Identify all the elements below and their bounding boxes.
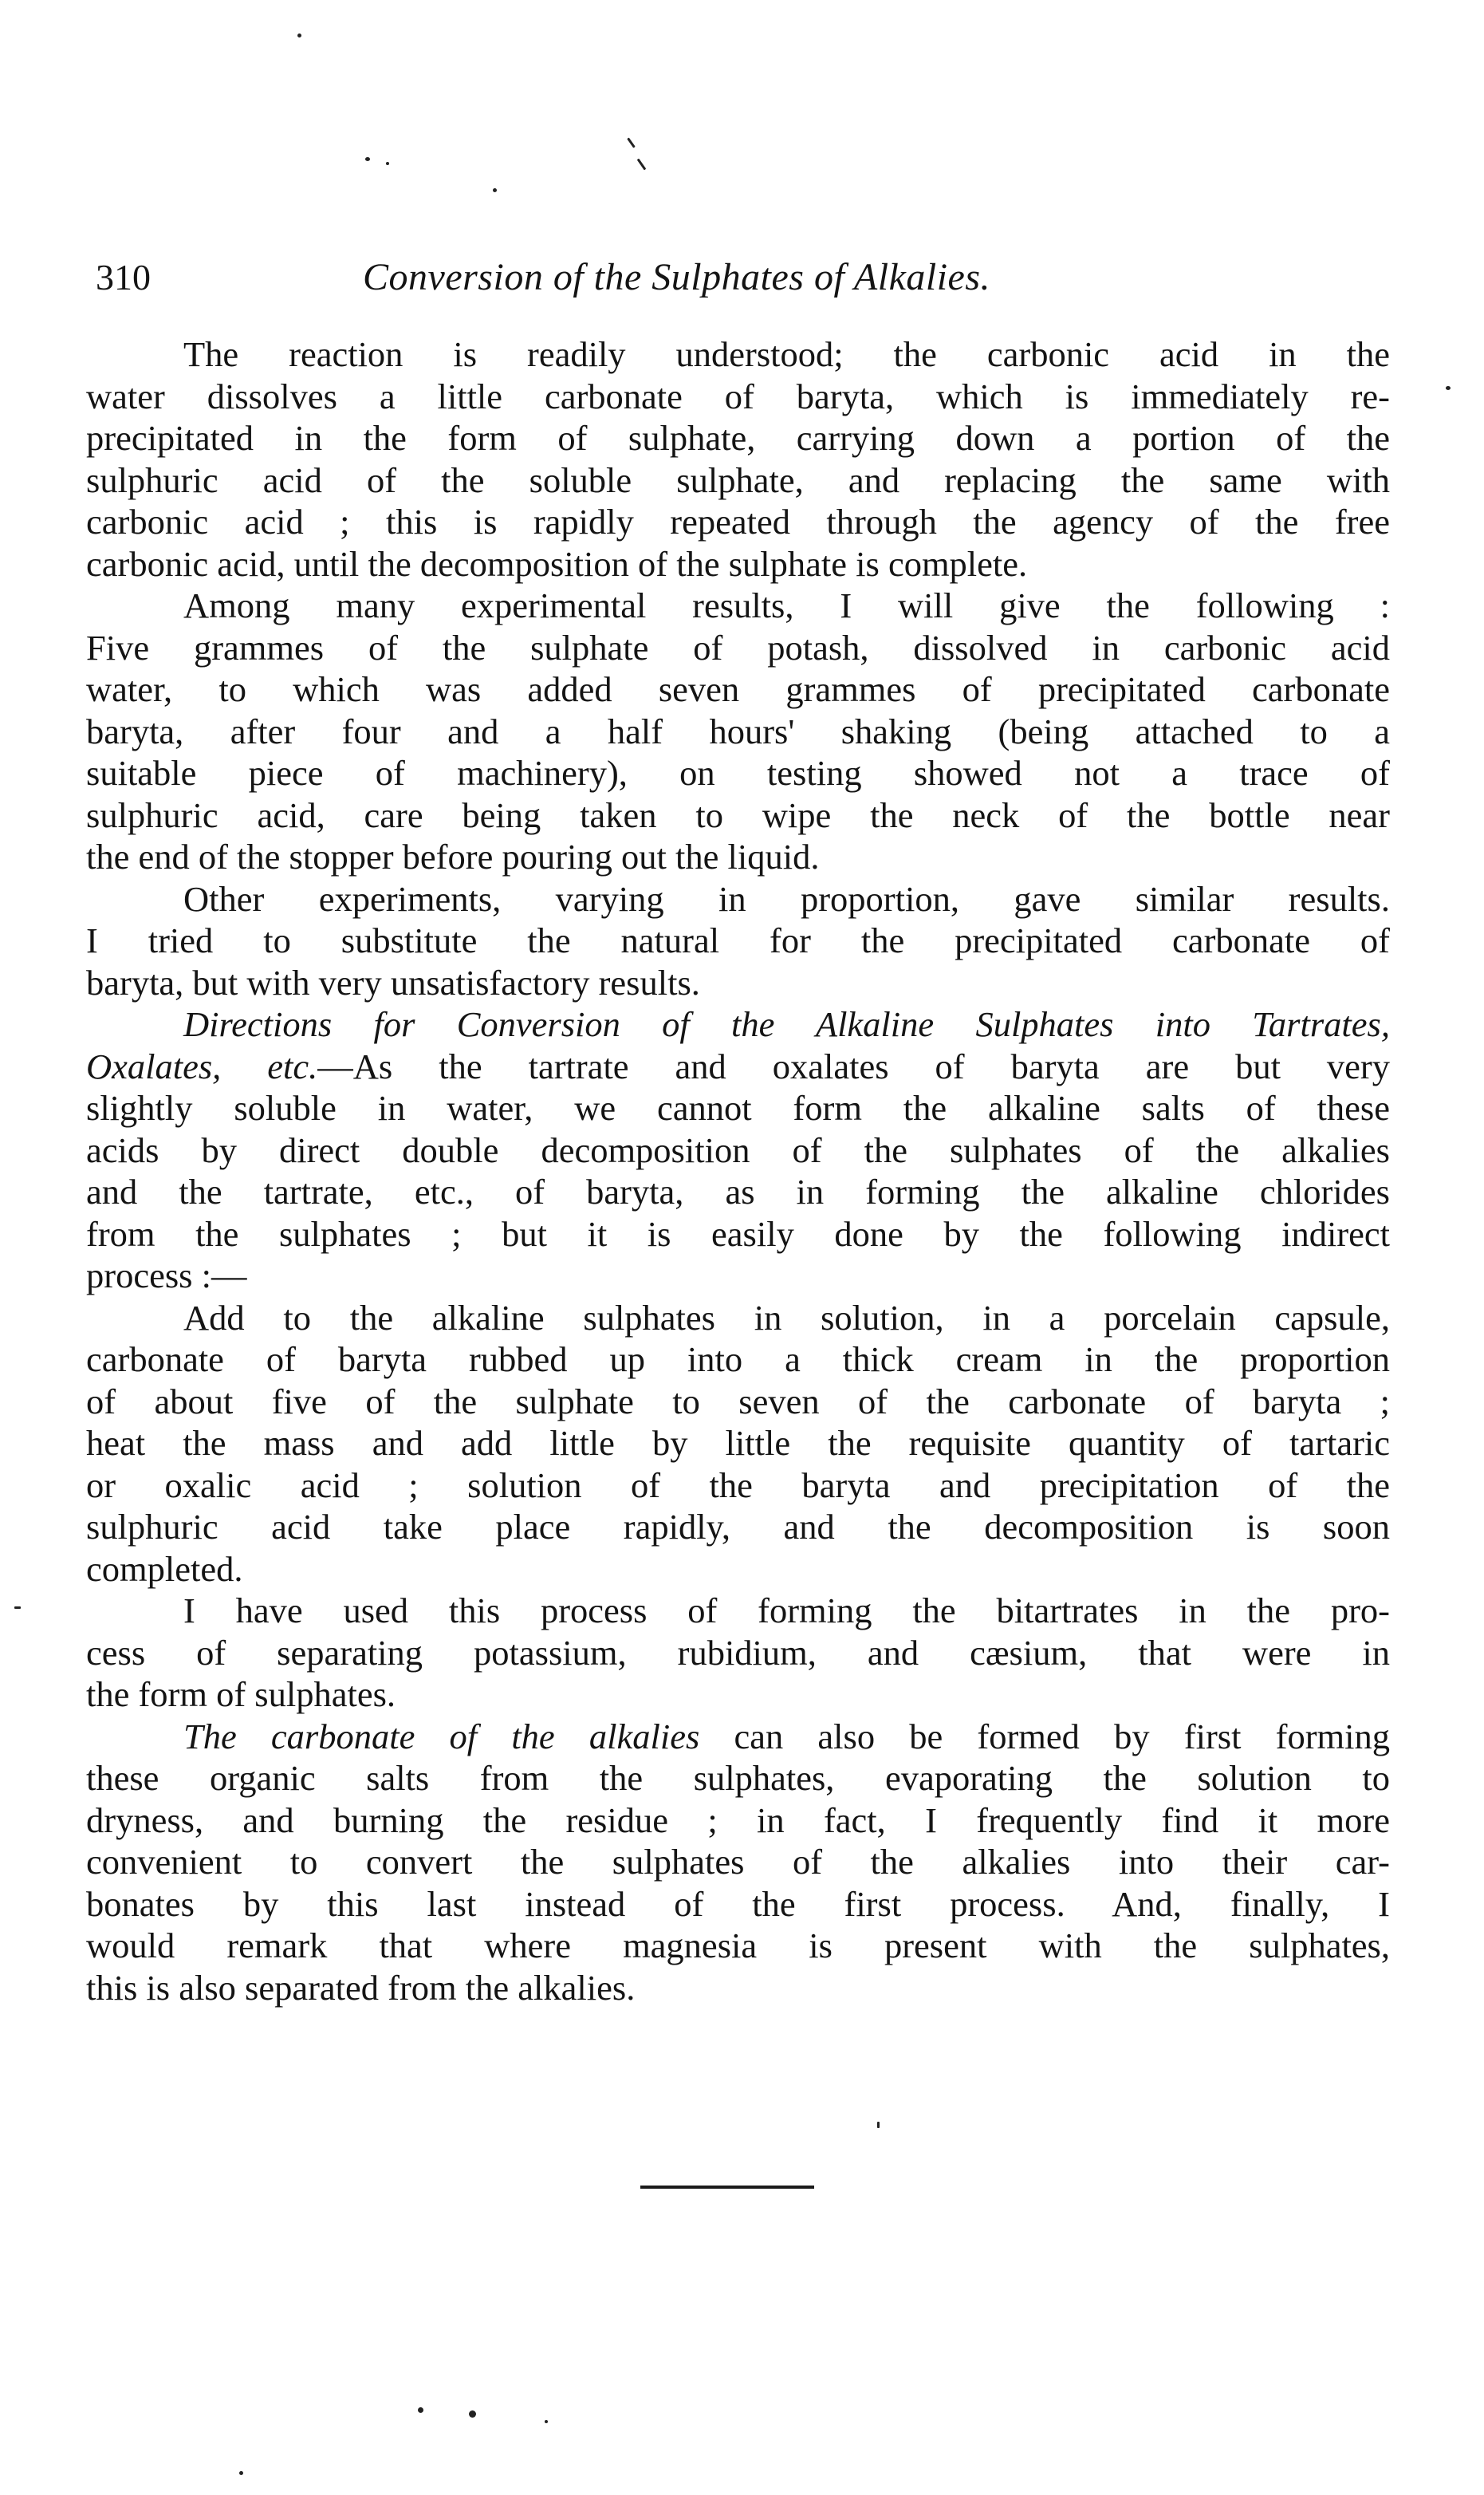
text-run: can also be formed by first forming [699, 1716, 1390, 1756]
text-line: Among many experimental results, I will give the following : [183, 585, 1390, 625]
page-header [96, 254, 1388, 309]
text-line: carbonic acid, until the decomposition of the sulphate is complete. [86, 543, 1028, 584]
scan-speck [14, 1606, 21, 1609]
scan-speck [239, 2471, 243, 2475]
text-line: from the sulphates ; but it is easily done by the following indirect [86, 1213, 1390, 1254]
text-line [86, 1003, 1390, 1046]
scan-speck [627, 137, 635, 148]
scan-speck [545, 2420, 548, 2423]
text-line: of about five of the sulphate to seven of the carbonate of baryta ; [86, 1381, 1390, 1421]
text-line [86, 1046, 1390, 1088]
text-line: sulphuric acid take place rapidly, and the decomposition is soon [86, 1507, 1390, 1547]
text-line: sulphuric acid of the soluble sulphate, and replacing the same with [86, 459, 1390, 500]
paragraph [86, 585, 1390, 878]
text-line: I have used this process of forming the bitartrates in the pro- [183, 1590, 1390, 1630]
page-number: 310 [96, 257, 151, 298]
section-heading-continued: Oxalates, etc. [86, 1046, 318, 1086]
scan-speck [365, 157, 370, 161]
text-line: cess of separating potassium, rubidium, and cæsium, that were in [86, 1632, 1390, 1673]
text-line: convenient to convert the sulphates of the alkalies into their car- [86, 1842, 1390, 1882]
scan-speck [297, 34, 301, 37]
italic-lead: The carbonate of the alkalies [183, 1716, 700, 1756]
scan-speck [1446, 386, 1451, 390]
text-line: carbonic acid ; this is rapidly repeated through the agency of the free [86, 502, 1390, 542]
text-line: The reaction is readily understood; the carbonic acid in the [183, 334, 1390, 374]
text-line: Other experiments, varying in proportion, gave similar results. [183, 878, 1390, 919]
section-heading: Directions for Conversion of the Alkaline Sulphates into Tartrates, [183, 1004, 1390, 1044]
paragraph [86, 1297, 1390, 1590]
text-line [86, 1716, 1390, 1758]
text-line: and the tartrate, etc., of baryta, as in forming the alkaline chlorides [86, 1172, 1390, 1212]
scan-speck [493, 188, 497, 192]
paragraph [86, 1590, 1390, 1716]
scan-speck [877, 2122, 880, 2128]
scan-speck [637, 159, 647, 171]
text-line: water, to which was added seven grammes of precipitated carbonate [86, 669, 1390, 709]
text-line: carbonate of baryta rubbed up into a thick cream in the proportion [86, 1339, 1390, 1379]
text-run: —As the tartrate and oxalates of baryta are but very [317, 1046, 1391, 1086]
text-line: Add to the alkaline sulphates in solution, in a porcelain capsule, [183, 1297, 1390, 1338]
text-line: completed. [86, 1548, 243, 1589]
text-line: precipitated in the form of sulphate, carrying down a portion of the [86, 418, 1390, 458]
text-line: I tried to substitute the natural for the precipitated carbonate of [86, 920, 1390, 960]
running-title: Conversion of the Sulphates of Alkalies. [363, 256, 991, 298]
text-line: sulphuric acid, care being taken to wipe the neck of the bottle near [86, 794, 1390, 835]
text-line: the end of the stopper before pouring out the liquid. [86, 837, 820, 877]
paragraph [86, 1003, 1390, 1297]
text-line: heat the mass and add little by little the requisite quantity of tartaric [86, 1423, 1390, 1463]
text-line: would remark that where magnesia is present with the sulphates, [86, 1925, 1390, 1965]
text-line: or oxalic acid ; solution of the baryta and precipitation of the [86, 1464, 1390, 1505]
scan-speck [386, 162, 389, 165]
section-end-rule [640, 2186, 814, 2189]
text-line: suitable piece of machinery), on testing showed not a trace of [86, 753, 1390, 793]
text-line: baryta, after four and a half hours' shaking (being attached to a [86, 711, 1390, 751]
body-text [86, 333, 1390, 2008]
text-line: this is also separated from the alkalies. [86, 1967, 636, 2008]
paragraph [86, 1716, 1390, 2009]
text-line: these organic salts from the sulphates, evaporating the solution to [86, 1758, 1390, 1798]
text-line: dryness, and burning the residue ; in fact, I frequently find it more [86, 1799, 1390, 1840]
text-line: bonates by this last instead of the first process. And, finally, I [86, 1883, 1390, 1924]
text-line: process :— [86, 1255, 247, 1295]
scan-speck [418, 2407, 423, 2413]
text-line: acids by direct double decomposition of the sulphates of the alkalies [86, 1129, 1390, 1170]
text-line: Five grammes of the sulphate of potash, dissolved in carbonic acid [86, 627, 1390, 668]
scan-speck [469, 2410, 476, 2418]
text-line: the form of sulphates. [86, 1674, 396, 1714]
text-line: water dissolves a little carbonate of baryta, which is immediately re- [86, 376, 1390, 416]
paragraph [86, 333, 1390, 585]
text-line: slightly soluble in water, we cannot form the alkaline salts of these [86, 1088, 1390, 1128]
text-line: baryta, but with very unsatisfactory results. [86, 962, 700, 1003]
paragraph [86, 878, 1390, 1004]
